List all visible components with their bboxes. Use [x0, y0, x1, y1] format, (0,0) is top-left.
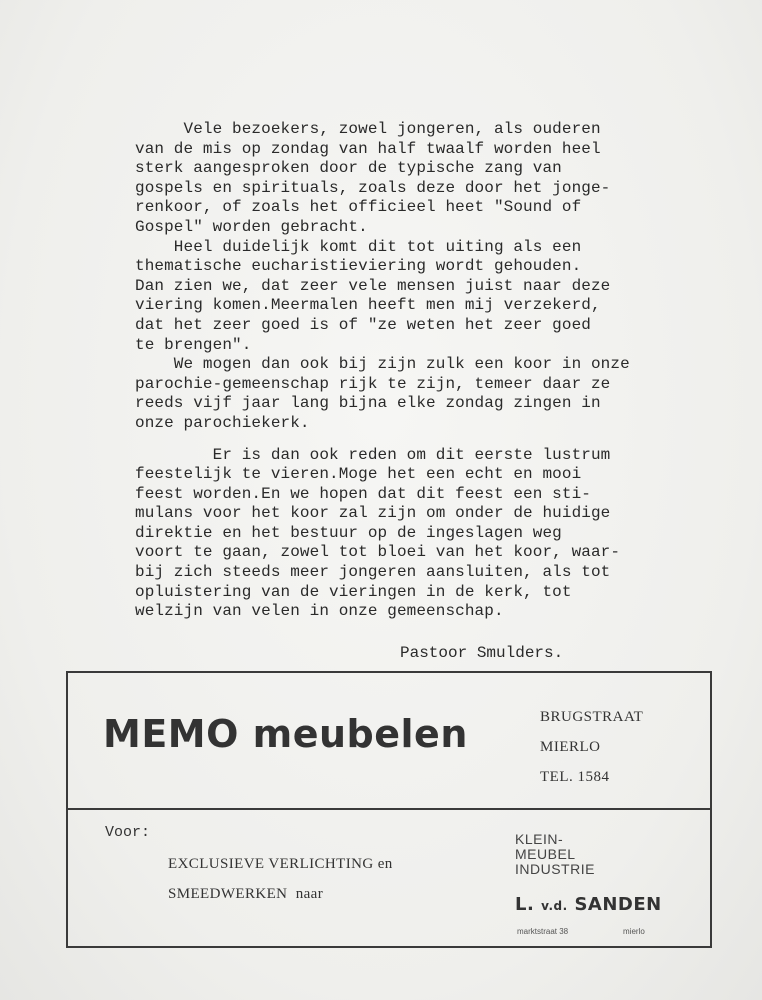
- text-line: Heel duidelijk komt dit tot uiting als een: [135, 237, 582, 256]
- letter-body: [135, 120, 655, 622]
- text-line: te brengen".: [135, 335, 252, 354]
- memo-address: [540, 706, 643, 796]
- text-line: mulans voor het koor zal zijn om onder de huidige: [135, 504, 611, 523]
- text-line: gospels en spirituals, zoals deze door het jonge-: [135, 178, 611, 197]
- paragraph-2: [135, 238, 655, 356]
- sanden-intro: Voor:: [105, 824, 151, 841]
- sanden-company-type: [515, 832, 595, 877]
- paragraph-1: [135, 120, 655, 238]
- sanden-name: [515, 894, 662, 915]
- text-line: renkoor, of zoals het officieel heet "Sound of: [135, 198, 582, 217]
- text-line: Dan zien we, dat zeer vele mensen juist naar deze: [135, 276, 611, 295]
- company-line: KLEIN-: [515, 831, 564, 847]
- text-line: van de mis op zondag van half twaalf worden heel: [135, 139, 601, 158]
- text-line: thematische eucharistieviering wordt gehouden.: [135, 257, 582, 276]
- text-line: parochie-gemeenschap rijk te zijn, temeer daar ze: [135, 374, 611, 393]
- sanden-street: marktstraat 38: [517, 927, 569, 936]
- paragraph-3: [135, 355, 655, 433]
- company-line: MEUBEL: [515, 846, 576, 862]
- text-line: reeds vijf jaar lang bijna elke zondag zingen in: [135, 394, 601, 413]
- sanden-line-1: EXCLUSIEVE VERLICHTING en: [168, 856, 393, 872]
- paragraph-gap: [135, 434, 655, 446]
- text-line: onze parochiekerk.: [135, 413, 310, 432]
- paragraph-4: [135, 446, 655, 622]
- text-line: bij zich steeds meer jongeren aansluiten, als tot: [135, 563, 611, 582]
- text-line: Vele bezoekers, zowel jongeren, als ouderen: [135, 120, 601, 138]
- text-line: voort te gaan, zowel tot bloei van het koor, waar-: [135, 543, 621, 562]
- text-line: welzijn van velen in onze gemeenschap.: [135, 602, 504, 621]
- text-line: feest worden.En we hopen dat dit feest een sti-: [135, 484, 591, 503]
- sanden-town: mierlo: [623, 927, 645, 936]
- text-line: Er is dan ook reden om dit eerste lustrum: [135, 445, 611, 464]
- sanden-surname: SANDEN: [574, 894, 662, 915]
- memo-phone: TEL. 1584: [540, 769, 610, 785]
- sanden-initial: L.: [515, 894, 535, 915]
- text-line: opluistering van de vieringen in de kerk, tot: [135, 582, 572, 601]
- advertisement-divider: [66, 808, 712, 810]
- text-line: Gospel" worden gebracht.: [135, 217, 368, 236]
- memo-street: BRUGSTRAAT: [540, 709, 644, 725]
- text-line: viering komen.Meermalen heeft men mij verzekerd,: [135, 296, 601, 315]
- sanden-line-2: SMEEDWERKEN naar: [168, 886, 324, 902]
- text-line: dat het zeer goed is of "ze weten het zeer goed: [135, 315, 591, 334]
- text-line: feestelijk te vieren.Moge het een echt en mooi: [135, 465, 582, 484]
- memo-meubelen-logo: MEMO meubelen: [103, 712, 468, 756]
- memo-town: MIERLO: [540, 739, 601, 755]
- sanden-prefix: v.d.: [541, 899, 568, 913]
- text-line: sterk aangesproken door de typische zang van: [135, 159, 562, 178]
- text-line: direktie en het bestuur op de ingeslagen weg: [135, 523, 562, 542]
- signature-line: Pastoor Smulders.: [400, 644, 564, 662]
- company-line: INDUSTRIE: [515, 861, 595, 877]
- text-line: We mogen dan ook bij zijn zulk een koor in onze: [135, 355, 630, 374]
